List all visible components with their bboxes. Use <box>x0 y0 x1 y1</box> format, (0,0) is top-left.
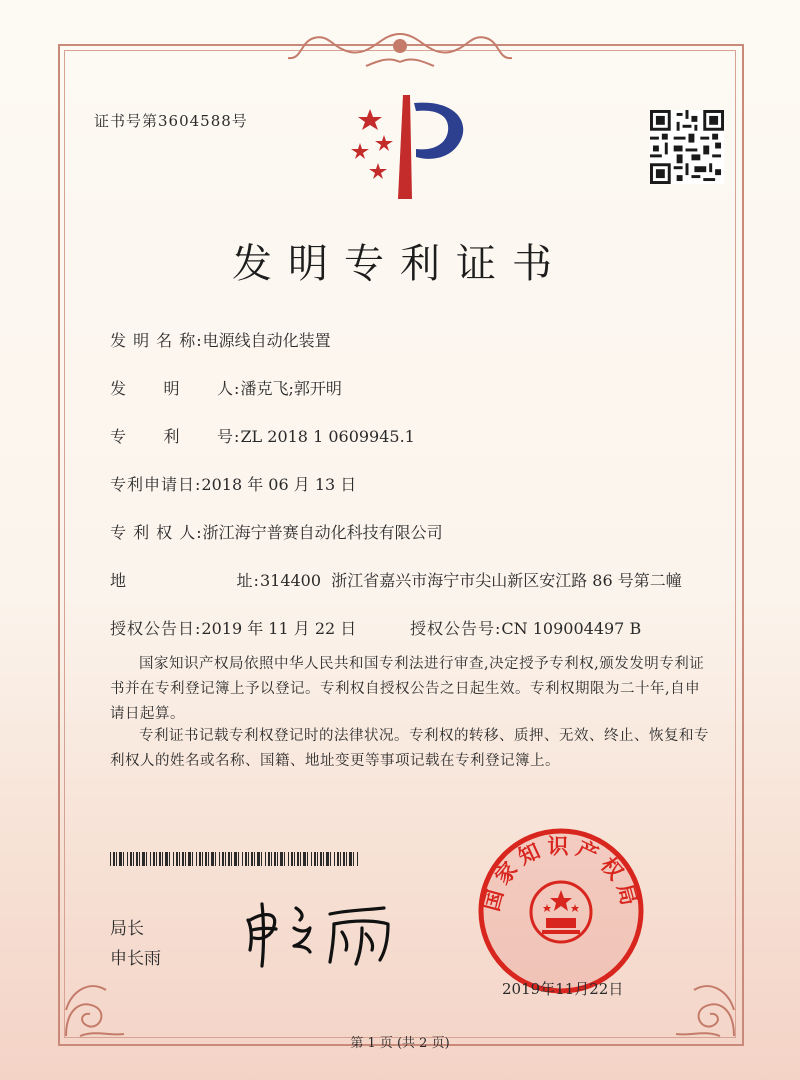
field-grant-date <box>110 616 356 639</box>
field-value: 2018 年 06 月 13 日 <box>201 475 357 494</box>
paragraph-grant-statement: 国家知识产权局依照中华人民共和国专利法进行审查,决定授予专利权,颁发发明专利证书并在专利登记簿上予以登记。专利权自授权公告之日起生效。专利权期限为二十年,自申请日起算。 <box>110 656 705 722</box>
director-signature <box>238 898 408 970</box>
official-seal <box>476 826 646 996</box>
field-application-date <box>110 472 356 495</box>
field-grant-number <box>410 616 641 639</box>
field-label: 授权公告日: <box>110 619 202 638</box>
field-label: 专利申请日: <box>110 475 202 494</box>
field-address <box>110 568 682 591</box>
seal-text: 国家知识产权局 <box>479 834 643 914</box>
field-value: ZL 2018 1 0609945.1 <box>240 427 415 446</box>
field-value: 2019 年 11 月 22 日 <box>201 619 357 638</box>
field-label: 授权公告号: <box>410 619 502 638</box>
field-label: 发 明 人: <box>110 379 241 398</box>
bottom-right-ornament <box>670 950 740 1040</box>
paragraph-legal-status: 专利证书记载专利权登记时的法律状况。专利权的转移、质押、无效、终止、恢复和专利权人的姓名或名称、国籍、地址变更等事项记载在专利登记簿上。 <box>110 728 709 769</box>
field-patentee <box>110 520 443 543</box>
certificate-title: 发明专利证书 <box>232 241 568 287</box>
field-label: 专 利 权 人: <box>110 523 203 542</box>
certificate-number: 证书号第3604588号 <box>94 112 248 130</box>
barcode <box>110 852 362 866</box>
director-title: 局长 <box>110 919 144 939</box>
qr-code <box>650 110 724 184</box>
page-number: 第 1 页 (共 2 页) <box>350 1036 450 1051</box>
patent-office-logo <box>340 95 475 200</box>
top-ornament <box>280 26 520 72</box>
field-value: 潘克飞;郭开明 <box>240 379 342 398</box>
field-patent-number <box>110 424 415 447</box>
field-inventors <box>110 376 342 399</box>
field-value: 浙江海宁普赛自动化科技有限公司 <box>202 523 443 542</box>
field-value: 314400 浙江省嘉兴市海宁市尖山新区安江路 86 号第二幢 <box>259 571 682 590</box>
field-invention-name <box>110 328 331 351</box>
field-label: 专 利 号: <box>110 427 241 446</box>
field-label: 地 址: <box>110 571 260 590</box>
field-value: CN 109004497 B <box>501 619 642 638</box>
seal-date: 2019年11月22日 <box>502 980 624 998</box>
director-name: 申长雨 <box>110 949 161 969</box>
field-label: 发 明 名 称: <box>110 331 203 350</box>
field-value: 电源线自动化装置 <box>202 331 331 350</box>
